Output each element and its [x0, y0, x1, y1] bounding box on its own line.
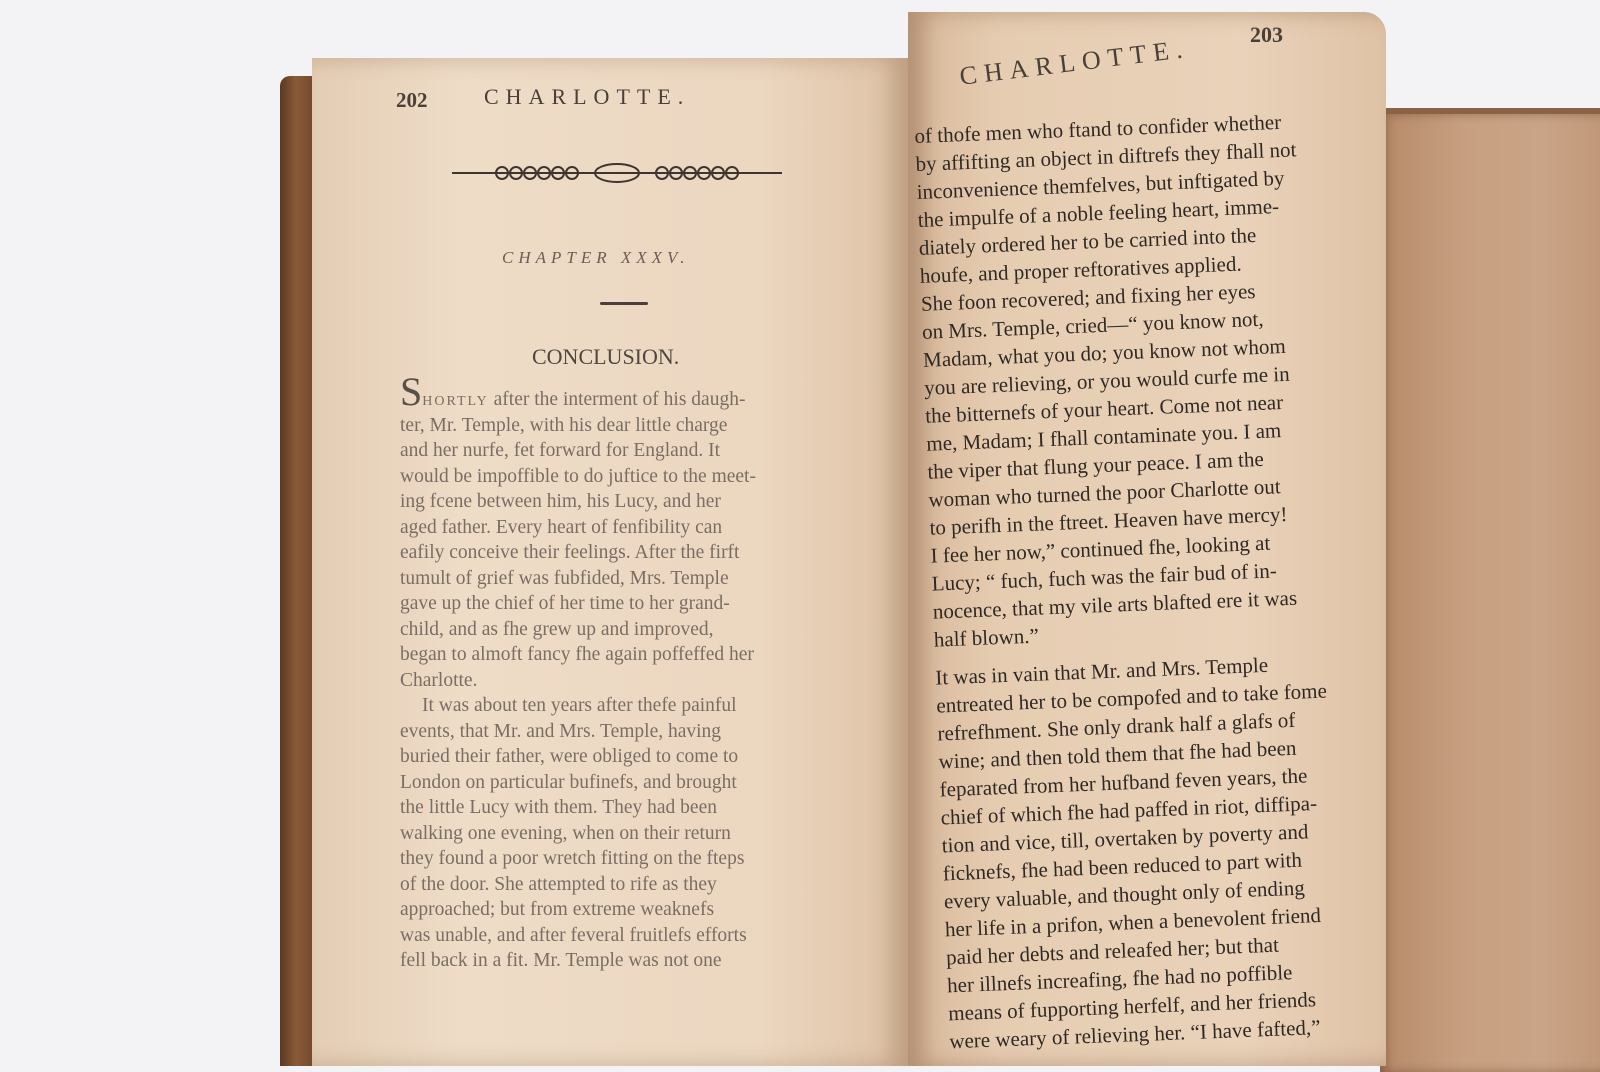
text-line: eafily conceive their feelings. After the firft [400, 542, 740, 563]
text-line: by affifting an object in diftrefs they fhall not [915, 137, 1297, 176]
ornament-divider [452, 158, 782, 188]
page-number-right: 203 [1250, 22, 1283, 47]
text-line: the viper that flung your peace. I am the [926, 446, 1265, 484]
text-line: walking one evening, when on their return [400, 822, 731, 844]
text-line: fell back in a fit. Mr. Temple was not one [400, 950, 722, 971]
left-text-block [400, 369, 860, 974]
text-line: It was about ten years after thefe painful [422, 695, 737, 716]
first-word: hortly [422, 389, 489, 410]
text-line: inconvenience themfelves, but inftigated by [916, 165, 1285, 204]
chapter-rule [600, 302, 648, 305]
text-line: gave up the chief of her time to her grand- [400, 593, 730, 614]
text-line: me, Madam; I fhall contaminate you. I am [925, 418, 1282, 456]
text-line: buried their father, were obliged to come to [400, 746, 739, 767]
text-line: half blown.” [933, 623, 1040, 652]
text-line: I fee her now,” continued fhe, looking at [930, 530, 1271, 568]
text-line: Charlotte. [400, 669, 478, 691]
text-line: diately ordered her to be carried into the [918, 222, 1257, 260]
left-page [312, 58, 910, 1066]
text-line: aged father. Every heart of fenfibility can [400, 516, 723, 538]
text-line: Lucy; “ fuch, fuch was the fair bud of in- [931, 558, 1278, 596]
text-line: her life in a prifon, when a benevolent friend [944, 902, 1322, 942]
text-line: her illnefs increafing, fhe had no poffible [946, 960, 1293, 998]
text-line: ficknefs, fhe had been reduced to part with [942, 847, 1303, 886]
text-line: on Mrs. Temple, cried—“ you know not, [921, 306, 1264, 344]
text-line: the impulfe of a noble feeling heart, imme- [917, 194, 1280, 232]
text-line: of the door. She attempted to rife as they [400, 873, 717, 895]
text-line: paid her debts and releafed her; but that [945, 932, 1280, 970]
text-line: She foon recovered; and fixing her eyes [920, 279, 1256, 316]
running-head-left: CHARLOTTE. [484, 84, 691, 109]
text-line: would be impoffible to do juftice to the meet- [400, 465, 756, 487]
text-line: and her nurfe, fet forward for England. It [400, 440, 720, 461]
text-line: to perifh in the ftreet. Heaven have mercy! [929, 501, 1288, 540]
text-line: entreated her to be compofed and to take fome [935, 678, 1328, 718]
text-line: every valuable, and thought only of ending [943, 875, 1306, 914]
text-line: ter, Mr. Temple, with his dear little charge [400, 414, 728, 436]
text-line: the bitternefs of your heart. Come not near [924, 390, 1284, 428]
book-back-cover [1380, 108, 1600, 1072]
text-line: tion and vice, till, overtaken by poverty and [941, 819, 1309, 858]
text-line: feparated from her hufband feven years, the [939, 763, 1308, 802]
right-page [908, 12, 1386, 1066]
section-title: CONCLUSION. [532, 344, 680, 369]
text-line: refrefhment. She only drank half a glafs of [937, 707, 1296, 746]
text-line: of thofe men who ftand to confider whether [914, 109, 1282, 148]
text-line: London on particular bufinefs, and brought [400, 771, 737, 793]
text-line: events, that Mr. and Mrs. Temple, having [400, 720, 722, 742]
text-line: you are relieving, or you would curfe me in [923, 361, 1291, 400]
text-line: they found a poor wretch fitting on the fteps [400, 848, 745, 869]
text-line: houfe, and proper reftoratives applied. [919, 251, 1243, 288]
text-line: began to almoft fancy fhe again poffeffed her [400, 644, 754, 665]
running-head-right: CHARLOTTE. [958, 33, 1191, 91]
text-line: chief of which fhe had paffed in riot, diffipa- [940, 791, 1318, 830]
text-line: were weary of relieving her. “I have fafted,” [948, 1015, 1321, 1054]
drop-cap: S [400, 369, 423, 414]
chapter-heading: CHAPTER XXXV. [502, 248, 690, 267]
text-line: means of fupporting herfelf, and her friends [947, 987, 1317, 1026]
text-line: approached; but from extreme weaknefs [400, 899, 715, 920]
text-line: nocence, that my vile arts blafted ere it was [932, 585, 1298, 624]
text-line: child, and as fhe grew up and improved, [400, 618, 714, 640]
text-line: wine; and then told them that fhe had been [938, 735, 1297, 774]
text-line: Shortly after the interment of his daugh- [400, 369, 746, 414]
text-line: It was in vain that Mr. and Mrs. Temple [934, 652, 1269, 690]
text-line: woman who turned the poor Charlotte out [928, 474, 1281, 512]
text-line: was unable, and after feveral fruitlefs efforts [400, 924, 747, 946]
right-text-block [914, 107, 1330, 1055]
page-number-left: 202 [396, 88, 428, 112]
text-line: ing fcene between him, his Lucy, and her [400, 491, 721, 512]
text-line: Madam, what you do; you know not whom [922, 333, 1287, 372]
text-line: the little Lucy with them. They had been [400, 797, 717, 818]
text-line: tumult of grief was fubfided, Mrs. Temple [400, 567, 729, 589]
